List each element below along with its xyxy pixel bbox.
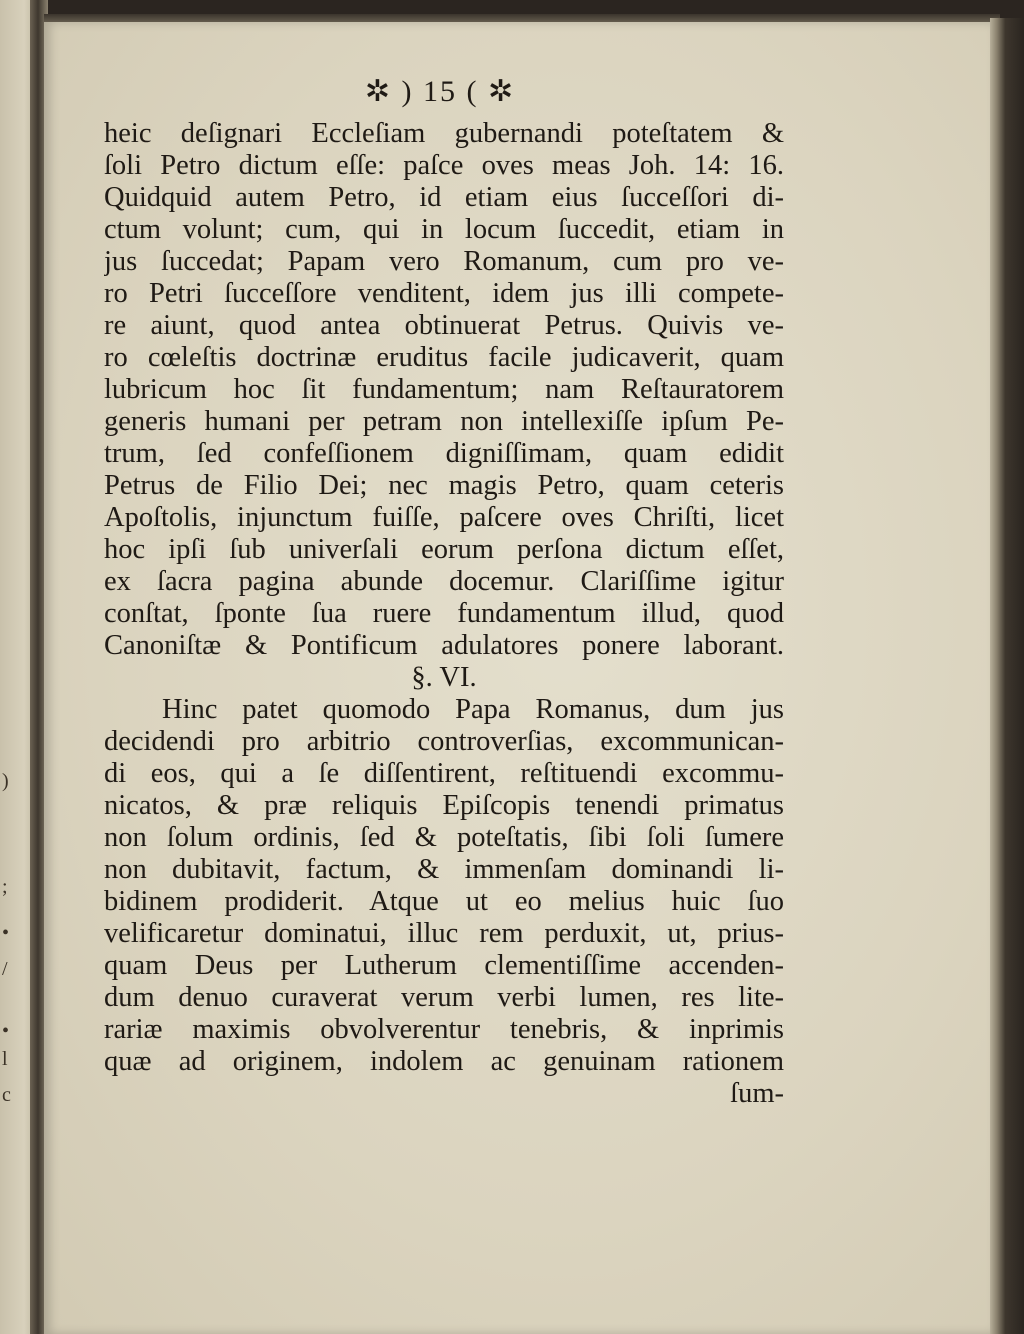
text-line: dum denuo curaverat verum verbi lumen, res lite- xyxy=(104,982,784,1013)
margin-fragment: l xyxy=(2,1048,8,1070)
page-header xyxy=(330,72,550,112)
text-line: rariæ maximis obvolverentur tenebris, & inprimis xyxy=(104,1014,784,1045)
left-page-margin-fragments xyxy=(0,0,30,1334)
text-line: ctum volunt; cum, qui in locum ſuccedit, etiam in xyxy=(104,214,784,245)
text-line: Canoniſtæ & Pontificum adulatores ponere laborant. xyxy=(104,630,784,661)
text-line: non dubitavit, factum, & immenſam dominandi li- xyxy=(104,854,784,885)
text-line: non ſolum ordinis, ſed & poteſtatis, ſibi ſoli ſumere xyxy=(104,822,784,853)
text-line: decidendi pro arbitrio controverſias, excommunican- xyxy=(104,726,784,757)
text-line: velificaretur dominatui, illuc rem perduxit, ut, prius- xyxy=(104,918,784,949)
margin-fragment: • xyxy=(2,922,10,944)
margin-fragment: c xyxy=(2,1084,11,1106)
body-text xyxy=(104,118,784,1110)
margin-fragment: ; xyxy=(2,876,8,898)
section-heading: §. VI. xyxy=(411,662,477,693)
text-line: hoc ipſi ſub univerſali eorum perſona dictum eſſet, xyxy=(104,534,784,565)
text-line: quam Deus per Lutherum clementiſſime accenden- xyxy=(104,950,784,981)
ornament-right-icon: ✲ xyxy=(487,75,516,108)
text-line: Quidquid autem Petro, id etiam eius ſucceſſori di- xyxy=(104,182,784,213)
margin-fragment: • xyxy=(2,1020,10,1042)
text-line: bidinem prodiderit. Atque ut eo melius huic ſuo xyxy=(104,886,784,917)
text-line: ro Petri ſucceſſore venditent, idem jus illi compete- xyxy=(104,278,784,309)
page-number: ) 15 ( xyxy=(401,75,479,108)
text-line: ro cœleſtis doctrinæ eruditus facile judicaverit, quam xyxy=(104,342,784,373)
text-line: jus ſuccedat; Papam vero Romanum, cum pro ve- xyxy=(104,246,784,277)
text-line: generis humani per petram non intellexiſſe ipſum Pe- xyxy=(104,406,784,437)
text-line: re aiunt, quod antea obtinuerat Petrus. Quivis ve- xyxy=(104,310,784,341)
text-line: Hinc patet quomodo Papa Romanus, dum jus xyxy=(162,694,784,725)
text-line: trum, ſed confeſſionem digniſſimam, quam edidit xyxy=(104,438,784,469)
text-line: di eos, qui a ſe diſſentirent, reſtituendi excommu- xyxy=(104,758,784,789)
text-line: nicatos, & præ reliquis Epiſcopis tenendi primatus xyxy=(104,790,784,821)
text-line: Apoſtolis, injunctum fuiſſe, paſcere oves Chriſti, licet xyxy=(104,502,784,533)
ornament-left-icon: ✲ xyxy=(364,75,392,108)
text-line: ex ſacra pagina abunde docemur. Clariſſime igitur xyxy=(104,566,784,597)
text-line: heic deſignari Eccleſiam gubernandi poteſtatem & xyxy=(104,118,784,149)
margin-fragment: ) xyxy=(2,770,9,792)
right-page-edge xyxy=(990,18,1024,1334)
text-line: conſtat, ſponte ſua ruere fundamentum illud, quod xyxy=(104,598,784,629)
text-line: Petrus de Filio Dei; nec magis Petro, quam ceteris xyxy=(104,470,784,501)
text-line: ſoli Petro dictum eſſe: paſce oves meas Joh. 14: 16. xyxy=(104,150,784,181)
text-line: quæ ad originem, indolem ac genuinam rationem xyxy=(104,1046,784,1077)
text-line: lubricum hoc ſit fundamentum; nam Reſtauratorem xyxy=(104,374,784,405)
margin-fragment: / xyxy=(2,958,8,980)
catchword: ſum- xyxy=(730,1078,784,1109)
